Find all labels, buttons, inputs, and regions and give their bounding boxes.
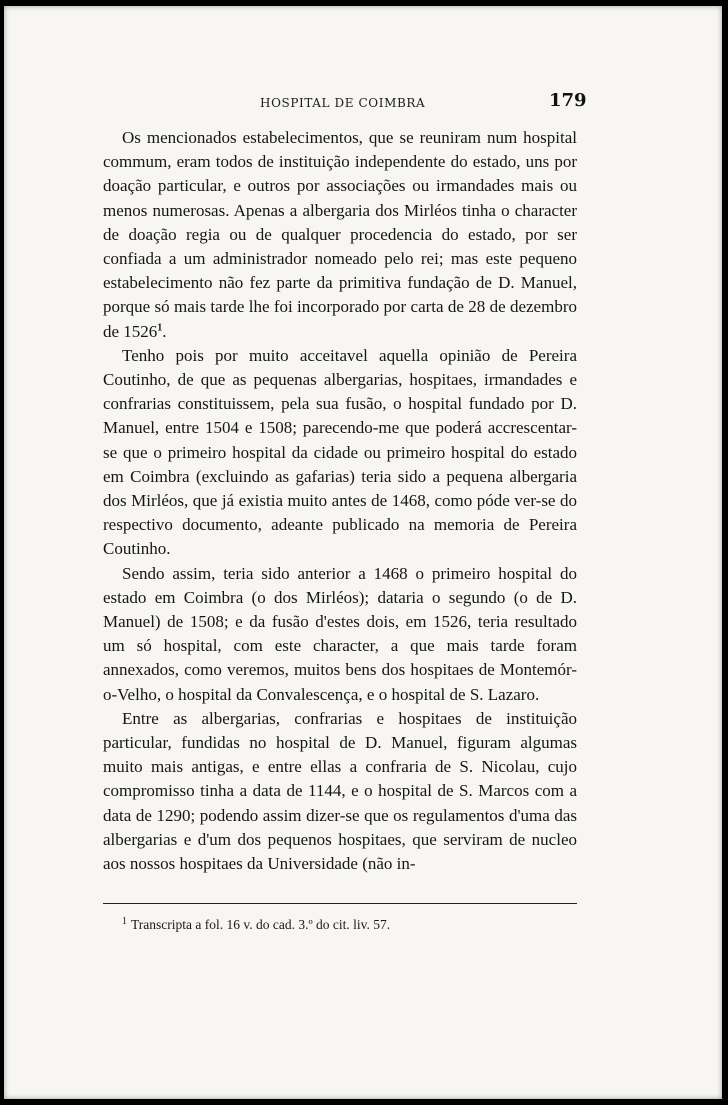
paragraph-4: Entre as albergarias, confrarias e hospitaes de instituição particular, fundidas no hospital de D. Manuel, figuram algumas muito mais antigas, e entre ellas a confraria de S. Nicolau, cujo compromisso tinha a data de 1144, e o hospital de S. Marcos com a data de 1290; podendo assim dizer-se que os regulamentos d'uma das albergarias e d'um dos pequenos hospitaes, que serviram de nucleo aos nossos hospitaes da Universidade (não in- xyxy=(103,708,577,874)
footnote-mark: 1 xyxy=(122,915,127,927)
paragraph-2: Tenho pois por muito acceitavel aquella opinião de Pereira Coutinho, de que as pequenas albergarias, hospitaes, irmandades e confrarias constituissem, pela sua fusão, o hospital fundado por D. Manuel, entre 1504 e 1508; parecendo-me que poderá accrescentar-se que o primeiro hospital da cidade ou primeiro hospital do estado em Coimbra (excluindo as gafarias) teria sido a pequena albergaria dos Mirléos, que já existia muito antes de 1468, como póde ver-se do respectivo documento, adeante publicado na memoria de Pereira Coutinho. xyxy=(103,345,577,559)
footnote xyxy=(122,917,582,933)
footnote-reference: 1 xyxy=(157,321,163,333)
running-head: HOSPITAL DE COIMBRA xyxy=(260,96,426,110)
body-text xyxy=(103,126,577,876)
paragraph-3: Sendo assim, teria sido anterior a 1468 o primeiro hospital do estado em Coimbra (o dos Mirléos); dataria o segundo (o de D. Manuel) de 1508; e da fusão d'estes dois, em 1526, teria resultado um só hospital, com este character, a que mais tarde foram annexados, como veremos, muitos bens dos hospitaes de Montemór-o-Velho, o hospital da Convalescença, e o hospital de S. Lazaro. xyxy=(103,563,577,704)
footnote-divider xyxy=(103,903,577,904)
page-number: 179 xyxy=(549,90,587,111)
footnote-text: Transcripta a fol. 16 v. do cad. 3.º do cit. liv. 57. xyxy=(131,917,391,932)
paragraph-1-end: . xyxy=(162,321,167,341)
paragraph-1 xyxy=(103,126,577,344)
book-page xyxy=(4,6,722,1099)
paragraph-1-text: Os mencionados estabelecimentos, que se reuniram num hospital commum, eram todos de instituição independente do estado, uns por doação particular, e outros por associações ou irmandades mais ou menos numerosas. Apenas a albergaria dos Mirléos tinha o character de doação regia ou de qualquer procedencia do estado, por ser confiada a um administrador nomeado pelo rei; mas este pequeno estabelecimento não fez parte da primitiva fundação de D. Manuel, porque só mais tarde lhe foi incorporado por carta de 28 de dezembro de 1526 xyxy=(103,128,577,341)
page-header xyxy=(4,92,722,116)
